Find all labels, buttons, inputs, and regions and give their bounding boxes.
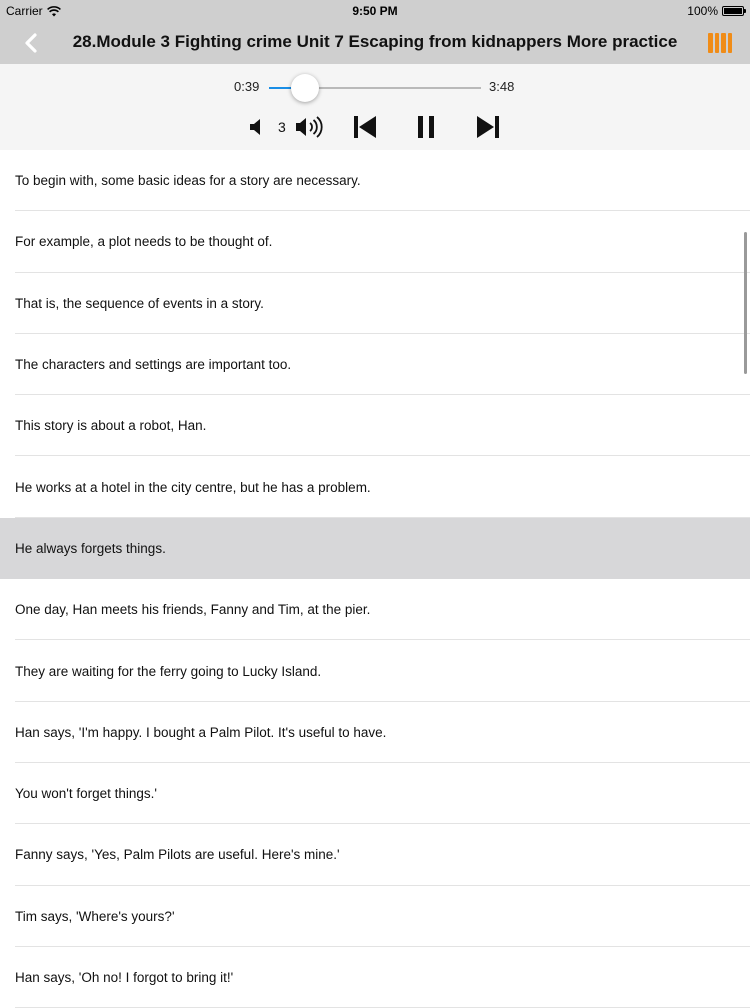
transcript-line-active[interactable]	[0, 518, 750, 579]
transcript-line[interactable]	[0, 334, 750, 395]
transcript-line[interactable]	[0, 273, 750, 334]
transcript-line-text: The characters and settings are important too.	[15, 357, 292, 373]
transcript-list	[0, 150, 750, 1008]
status-time: 9:50 PM	[352, 4, 398, 18]
transcript-line-text: You won't forget things.'	[15, 786, 158, 802]
playback-controls	[0, 110, 750, 144]
transcript-line[interactable]	[0, 579, 750, 640]
transcript-line[interactable]	[0, 395, 750, 456]
transcript-line-text: One day, Han meets his friends, Fanny and Tim, at the pier.	[15, 602, 371, 618]
transcript-line-text: This story is about a robot, Han.	[15, 418, 207, 434]
transcript-line[interactable]	[0, 947, 750, 1008]
transcript-line[interactable]	[0, 824, 750, 885]
volume-level: 3	[278, 119, 286, 135]
pause-icon[interactable]	[414, 114, 438, 140]
previous-track-icon[interactable]	[352, 114, 378, 140]
current-time: 0:39	[234, 79, 260, 94]
transcript-line[interactable]	[0, 640, 750, 701]
slider-thumb[interactable]	[291, 74, 319, 102]
transcript-line-text: They are waiting for the ferry going to Lucky Island.	[15, 663, 322, 679]
transcript-line[interactable]	[0, 886, 750, 947]
transcript-line[interactable]	[0, 150, 750, 211]
battery-percent: 100%	[687, 4, 718, 18]
next-track-icon[interactable]	[475, 114, 501, 140]
status-bar	[0, 0, 750, 22]
transcript-line-text: Han says, 'Oh no! I forgot to bring it!'	[15, 970, 234, 985]
transcript-line-text: For example, a plot needs to be thought of.	[15, 234, 273, 250]
transcript-line-text: Han says, 'I'm happy. I bought a Palm Pilot. It's useful to have.	[15, 724, 387, 740]
bars-icon	[708, 33, 713, 53]
page-title: 28.Module 3 Fighting crime Unit 7 Escaping from kidnappers More practice	[72, 32, 678, 51]
back-button[interactable]	[18, 30, 44, 56]
volume-up-icon[interactable]	[295, 114, 325, 140]
progress-slider[interactable]	[269, 87, 481, 89]
transcript-line-text: He works at a hotel in the city centre, but he has a problem.	[15, 479, 371, 495]
transcript-line-text: To begin with, some basic ideas for a story are necessary.	[15, 173, 361, 189]
transcript-line[interactable]	[0, 763, 750, 824]
transcript-line-text: Tim says, 'Where's yours?'	[15, 908, 175, 924]
transcript-line-text: Fanny says, 'Yes, Palm Pilots are useful. Here's mine.'	[15, 847, 340, 863]
transcript-line-text: He always forgets things.	[15, 540, 166, 556]
volume-down-icon[interactable]	[248, 117, 266, 137]
battery-group	[687, 4, 744, 18]
transcript-line[interactable]	[0, 456, 750, 517]
chevron-left-icon	[24, 33, 38, 53]
menu-button[interactable]	[708, 33, 732, 53]
transcript-line[interactable]	[0, 211, 750, 272]
scrollbar[interactable]	[744, 232, 747, 374]
nav-bar	[0, 22, 750, 64]
transcript-line-text: That is, the sequence of events in a story.	[15, 295, 264, 311]
total-time: 3:48	[489, 79, 515, 94]
transcript-line[interactable]	[0, 702, 750, 763]
battery-icon	[722, 6, 744, 16]
audio-player	[0, 64, 750, 150]
carrier-label: Carrier	[6, 4, 43, 18]
